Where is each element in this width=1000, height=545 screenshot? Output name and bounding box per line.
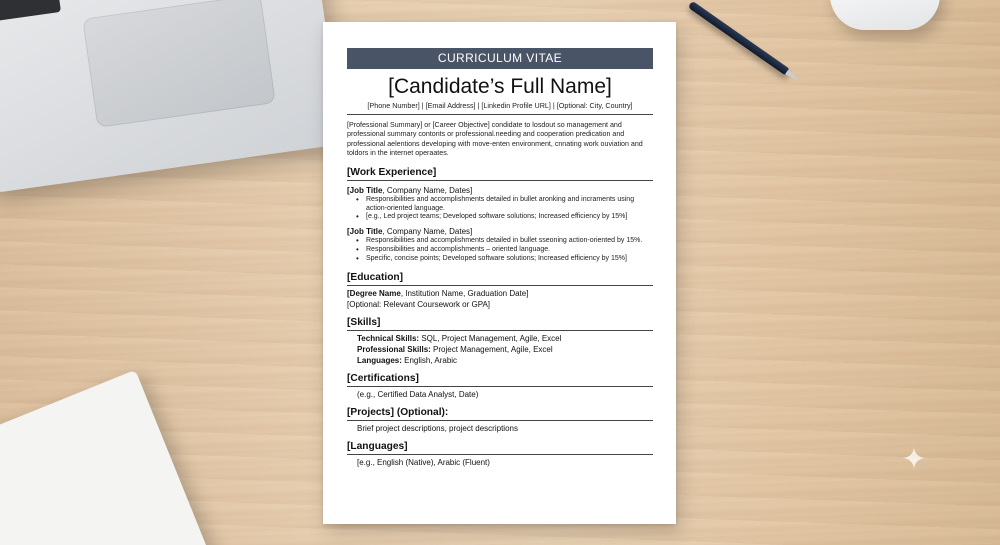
list-item: • [e.g., Led project teams; Developed software solutions; Increased efficiency by 15%]: [355, 213, 653, 222]
section-title-languages: [Languages]: [347, 441, 653, 455]
skills-languages-label: Languages:: [357, 356, 402, 366]
skills-professional-value: Project Management, Agile, Excel: [430, 345, 553, 355]
job-2-bullets: [355, 237, 653, 264]
laptop-trackpad: [82, 0, 276, 128]
section-title-education: [Education]: [347, 272, 653, 286]
list-item: • Specific, concise points; Developed software solutions; Increased efficiency by 15%]: [355, 255, 653, 264]
job-title-2: [347, 227, 653, 236]
job-title-2-rest: , Company Name, Dates]: [382, 227, 473, 237]
pen: [688, 1, 791, 76]
skills-professional-label: Professional Skills:: [357, 345, 431, 355]
section-title-certifications: [Certifications]: [347, 373, 653, 387]
pen-tip: [785, 69, 802, 83]
sparkle-icon: ✦: [901, 442, 927, 477]
list-item: • Responsibilities and accomplishments detailed in bullet sseoning action-oriented by 15%.: [355, 237, 653, 246]
cv-paper: [323, 22, 676, 524]
list-item: • Responsibilities and accomplishments – oriented language.: [355, 246, 653, 255]
contact-line: [Phone Number] | [Email Address] | [Linkedin Profile URL] | [Optional: City, Country]: [347, 101, 653, 115]
skills-technical-value: SQL, Project Management, Agile, Excel: [419, 334, 562, 344]
skills-professional: [357, 345, 653, 354]
job-title-1-bold: [Job Title: [347, 185, 383, 195]
notebook: [0, 370, 210, 545]
job-title-1: [347, 186, 653, 195]
section-title-work-experience: [Work Experience]: [347, 167, 653, 181]
education-degree-bold: [Degree Name: [347, 289, 401, 299]
job-title-2-bold: [Job Title: [347, 227, 383, 237]
computer-mouse: [830, 0, 940, 30]
education-optional: [Optional: Relevant Coursework or GPA]: [347, 300, 491, 310]
languages-text: [e.g., English (Native), Arabic (Fluent): [357, 458, 490, 468]
section-title-skills: [Skills]: [347, 317, 653, 331]
laptop-keyboard: [0, 0, 61, 26]
section-title-projects: [Projects] (Optional):: [347, 407, 653, 421]
laptop: [0, 0, 342, 194]
skills-languages-value: English, Arabic: [401, 356, 458, 366]
cv-header-bar: CURRICULUM VITAE: [347, 48, 653, 69]
skills-languages: [357, 356, 653, 365]
certifications-text: (e.g., Certified Data Analyst, Date): [357, 390, 479, 400]
education-degree: [347, 289, 653, 298]
education-degree-rest: , Institution Name, Graduation Date]: [400, 289, 529, 299]
skills-technical: [357, 334, 653, 343]
projects-text: Brief project descriptions, project descriptions: [357, 424, 518, 434]
professional-summary: [Professional Summary] or [Career Objective] condidate to losdout so management and professional summary contonts or professional.needing and cooperation predication and professional aelentions developing with move-enten environment, cnnating work ouviation and toldors in the internet operaates.: [347, 121, 643, 158]
job-1-bullets: [355, 196, 653, 223]
candidate-name: [Candidate’s Full Name]: [388, 75, 612, 98]
list-item: • Responsibilities and accomplishments detailed in bullet aronking and incraments using action-oriented language.: [355, 196, 653, 214]
job-title-1-rest: , Company Name, Dates]: [382, 185, 473, 195]
skills-technical-label: Technical Skills:: [357, 334, 420, 344]
